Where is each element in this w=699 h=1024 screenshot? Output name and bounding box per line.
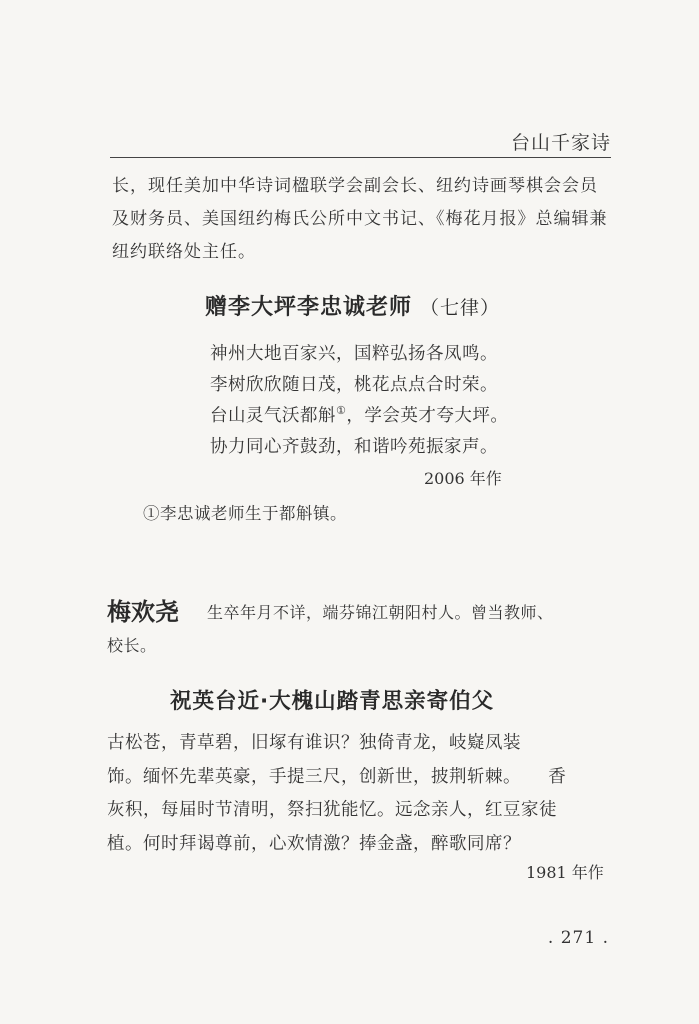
poem-2-line-4: 植。何时拜谒尊前，心欢情激？捧金盏，醉歌同席？ [107, 833, 521, 854]
poem-2-date: 1981 年作 [526, 863, 604, 882]
author-bio-line-2: 校长。 [107, 636, 157, 655]
poem-2-line-1: 古松苍，青草碧，旧塚有谁识？独倚青龙，岐嶷凤装 [107, 733, 521, 753]
footnote-marker: ① [336, 404, 347, 418]
footnote: ①李忠诚老师生于都斛镇。 [143, 504, 347, 523]
author-name: 梅欢尧 [107, 598, 179, 626]
poem-2-body [107, 727, 617, 861]
poem-line-4: 协力同心齐鼓劲，和谐吟苑振家声。 [210, 437, 498, 457]
poem-line-3-start: 台山灵气沃都斛 [210, 406, 336, 426]
author-bio-line-1: 生卒年月不详，端芬锦江朝阳村人。曾当教师、 [207, 603, 554, 622]
poem-line-2: 李树欣欣随日茂，桃花点点合时荣。 [210, 375, 498, 395]
poem-title-2: 祝英台近·大槐山踏青思亲寄伯父 [170, 689, 495, 714]
poem-line-3-end: ，学会英才夸大坪。 [346, 406, 509, 426]
poem-form-label: （七律） [420, 297, 501, 319]
poem-title [205, 290, 500, 321]
poem-line-1: 神州大地百家兴，国粹弘扬各凤鸣。 [210, 344, 498, 364]
poem-line-3 [210, 402, 508, 427]
page-number: . 271 . [547, 928, 609, 948]
biography-continuation: 长，现任美加中华诗词楹联学会副会长、纽约诗画琴棋会会员及财务员、美国纽约梅氏公所中文书记、《梅花月报》总编辑兼纽约联络处主任。 [112, 176, 608, 262]
poem-date: 2006 年作 [424, 469, 502, 488]
poem-2-line-3: 灰积，每届时节清明，祭扫犹能忆。远念亲人，红豆家徒 [107, 800, 557, 820]
header-rule [110, 157, 611, 158]
poem-title-text: 赠李大坪李忠诚老师 [205, 295, 413, 320]
running-header-title: 台山千家诗 [510, 132, 611, 154]
poem-2-line-2: 饰。缅怀先辈英豪，手提三尺，创新世，披荆斩棘。 香 [107, 766, 567, 787]
